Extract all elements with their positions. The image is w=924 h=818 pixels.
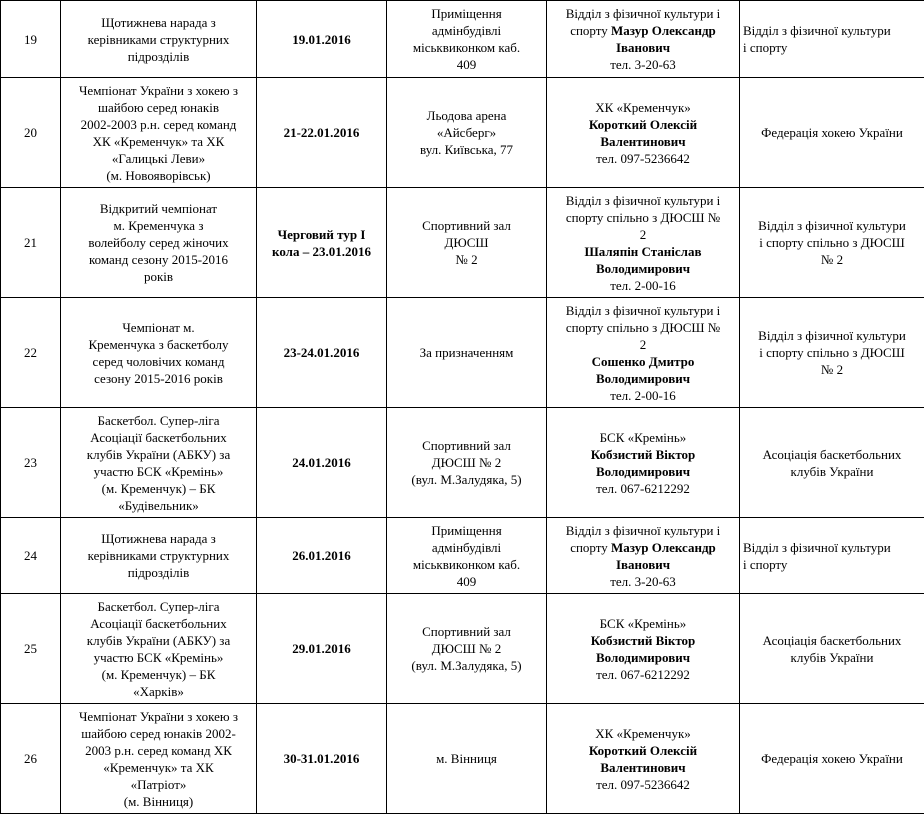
event-date-cell: 21-22.01.2016: [257, 78, 387, 188]
cell-line: волейболу серед жіночих: [88, 235, 229, 250]
cell-line: міськвиконком каб.: [412, 556, 521, 572]
cell-line: 2002-2003 р.н. серед команд: [80, 116, 237, 132]
responsible-text: тел. 2-00-16: [610, 277, 676, 293]
cell-line: (м. Новояворівськ): [106, 167, 211, 183]
responsible-line: [550, 632, 736, 649]
cell-line: м. Вінниця: [436, 751, 497, 766]
cell-line: клубів України (АБКУ) за: [86, 632, 231, 648]
table-row: [1, 1, 924, 78]
responsible-line: [550, 649, 736, 666]
responsible-line: [550, 370, 736, 387]
responsible-text: ХК «Кременчук»: [595, 725, 691, 741]
cell-line: Відділ з фізичної культури: [743, 539, 891, 555]
cell-line: Щотижнева нарада з: [101, 531, 216, 546]
responsible-cell: [547, 188, 740, 298]
event-date-cell: [257, 188, 387, 298]
responsible-text: 2: [639, 226, 647, 242]
cell-line: (м. Кременчук) – БК: [101, 666, 216, 682]
cell-line: Федерація хокею України: [761, 125, 903, 140]
cell-line: адмінбудівлі: [431, 23, 502, 38]
responsible-text: тел. 067-6212292: [596, 666, 690, 682]
responsible-line: [550, 615, 736, 632]
responsible-line: [550, 192, 736, 209]
cell-line: Баскетбол. Супер-ліга: [97, 598, 220, 614]
organizer-cell: [740, 518, 924, 594]
responsible-cell: [547, 408, 740, 518]
responsible-person: Мазур Олександр: [611, 23, 716, 38]
responsible-line: [550, 22, 736, 39]
cell-line: (вул. М.Залудяка, 5): [411, 658, 522, 673]
responsible-line: [550, 336, 736, 353]
responsible-text: Сошенко Дмитро: [591, 353, 695, 369]
cell-line: «Харків»: [133, 683, 184, 699]
responsible-line: [550, 480, 736, 497]
responsible-cell: [547, 704, 740, 814]
responsible-text: спорту спільно з ДЮСШ №: [565, 209, 721, 225]
cell-line: клубів України: [790, 649, 874, 665]
event-name-cell: [61, 188, 257, 298]
cell-line: і спорту спільно з ДЮСШ: [759, 345, 905, 360]
cell-line: Чемпіонат України з хокею з: [78, 82, 238, 98]
cell-line: вул. Київська, 77: [420, 142, 513, 157]
responsible-line: [550, 429, 736, 446]
responsible-line: [550, 226, 736, 243]
cell-line: Асоціації баскетбольних: [90, 429, 227, 445]
cell-line: участю БСК «Кремінь»: [93, 649, 224, 665]
responsible-line: [550, 353, 736, 370]
cell-line: Льодова арена: [426, 108, 507, 123]
responsible-text: Короткий Олексій: [588, 742, 698, 758]
cell-line: Кременчука з баскетболу: [88, 336, 229, 352]
responsible-line: [550, 776, 736, 793]
responsible-text: Кобзистий Віктор: [590, 446, 696, 462]
responsible-text: Шаляпін Станіслав: [584, 243, 702, 259]
responsible-text: тел. 3-20-63: [610, 57, 676, 72]
responsible-text: Валентинович: [600, 133, 686, 149]
responsible-text: тел. 097-5236642: [596, 776, 690, 792]
cell-line: 2003 р.н. серед команд ХК: [85, 742, 232, 758]
event-place-cell: [387, 78, 547, 188]
responsible-line: [550, 99, 736, 116]
responsible-text: спорту спільно з ДЮСШ №: [565, 319, 721, 335]
responsible-text: тел. 3-20-63: [610, 573, 676, 589]
responsible-line: [550, 243, 736, 260]
cell-line: і спорту: [743, 556, 788, 572]
event-name-cell: [61, 518, 257, 594]
event-date-cell: 24.01.2016: [257, 408, 387, 518]
row-number: 21: [1, 188, 61, 298]
responsible-line: [550, 573, 736, 590]
responsible-text: Володимирович: [595, 260, 691, 276]
cell-line: За призначенням: [419, 345, 514, 360]
responsible-cell: [547, 78, 740, 188]
row-number: 25: [1, 594, 61, 704]
responsible-cell: [547, 518, 740, 594]
cell-line: ДЮСШ № 2: [431, 641, 502, 656]
cell-line: серед чоловічих команд: [92, 353, 225, 369]
responsible-cell: [547, 298, 740, 408]
responsible-text: Володимирович: [595, 463, 691, 479]
table-row: [1, 188, 924, 298]
responsible-text: ХК «Кременчук»: [595, 99, 691, 115]
table-row: [1, 594, 924, 704]
responsible-text: спорту: [570, 539, 612, 555]
cell-line: керівниками структурних: [87, 548, 230, 563]
responsible-line: [550, 260, 736, 277]
organizer-cell: [740, 298, 924, 408]
organizer-cell: [740, 1, 924, 78]
event-date-cell: 29.01.2016: [257, 594, 387, 704]
cell-line: Відділ з фізичної культури: [758, 218, 906, 233]
table-row: [1, 518, 924, 594]
organizer-cell: [740, 704, 924, 814]
cell-line: шайбою серед юнаків: [98, 99, 219, 115]
cell-line: «Кременчук» та ХК: [103, 759, 214, 775]
responsible-line: [550, 463, 736, 480]
responsible-text: спорту: [570, 23, 612, 38]
responsible-cell: [547, 594, 740, 704]
event-date-cell: 26.01.2016: [257, 518, 387, 594]
cell-line: клубів України (АБКУ) за: [86, 446, 231, 462]
responsible-text: Іванович: [615, 40, 671, 55]
cell-line: кола – 23.01.2016: [272, 243, 371, 259]
responsible-text: тел. 2-00-16: [610, 387, 676, 403]
cell-line: 409: [456, 573, 477, 589]
row-number: 24: [1, 518, 61, 594]
organizer-cell: [740, 594, 924, 704]
event-place-cell: [387, 704, 547, 814]
responsible-line: [550, 556, 736, 573]
cell-line: міськвиконком каб.: [412, 40, 521, 55]
cell-line: Асоціації баскетбольних: [90, 615, 227, 631]
cell-line: № 2: [820, 362, 844, 377]
cell-line: Чемпіонат м.: [122, 319, 195, 335]
event-place-cell: [387, 1, 547, 78]
cell-line: Відкритий чемпіонат: [99, 201, 218, 216]
cell-line: № 2: [455, 252, 478, 267]
row-number: 26: [1, 704, 61, 814]
responsible-text: тел. 067-6212292: [596, 480, 690, 496]
cell-line: Асоціація баскетбольних: [762, 446, 902, 462]
row-number: 19: [1, 1, 61, 78]
cell-line: Черговий тур І: [277, 226, 366, 242]
cell-line: Відділ з фізичної культури: [758, 328, 906, 343]
responsible-line: [550, 56, 736, 73]
responsible-line: [550, 302, 736, 319]
responsible-text: Відділ з фізичної культури і: [565, 6, 721, 21]
cell-line: адмінбудівлі: [431, 539, 502, 555]
row-number: 22: [1, 298, 61, 408]
responsible-cell: [547, 1, 740, 78]
event-name-cell: [61, 408, 257, 518]
cell-line: Щотижнева нарада з: [101, 14, 216, 30]
event-date-cell: 19.01.2016: [257, 1, 387, 78]
cell-line: Чемпіонат України з хокею з: [78, 708, 238, 724]
cell-line: Асоціація баскетбольних: [762, 632, 902, 648]
cell-line: 409: [456, 57, 477, 72]
responsible-text: Відділ з фізичної культури і: [565, 192, 721, 208]
responsible-text: Валентинович: [600, 759, 686, 775]
cell-line: команд сезону 2015-2016: [88, 252, 229, 267]
responsible-line: [550, 539, 736, 556]
cell-line: керівниками структурних: [87, 31, 230, 47]
cell-line: (м. Вінниця): [123, 793, 194, 809]
event-place-cell: [387, 594, 547, 704]
cell-line: Приміщення: [431, 522, 502, 538]
table-row: [1, 78, 924, 188]
cell-line: Приміщення: [431, 6, 502, 21]
responsible-text: Відділ з фізичної культури і: [565, 302, 721, 318]
responsible-text: тел. 097-5236642: [596, 150, 690, 166]
responsible-line: [550, 725, 736, 742]
cell-line: № 2: [820, 252, 844, 267]
event-name-cell: [61, 1, 257, 78]
events-table-body: [1, 1, 924, 814]
cell-line: клубів України: [790, 463, 874, 479]
cell-line: ДЮСШ № 2: [431, 455, 502, 470]
cell-line: «Галицькі Леви»: [111, 150, 206, 166]
cell-line: і спорту спільно з ДЮСШ: [759, 235, 905, 250]
cell-line: ДЮСШ: [444, 235, 489, 250]
responsible-line: [550, 116, 736, 133]
cell-line: підрозділів: [127, 565, 190, 580]
responsible-text: БСК «Кремінь»: [599, 429, 687, 445]
cell-line: шайбою серед юнаків 2002-: [81, 725, 236, 741]
cell-line: Федерація хокею України: [761, 751, 903, 766]
event-date-cell: 23-24.01.2016: [257, 298, 387, 408]
responsible-line: [550, 522, 736, 539]
responsible-text: Іванович: [615, 556, 671, 572]
cell-line: «Айсберг»: [436, 125, 497, 140]
responsible-line: [550, 387, 736, 404]
cell-line: (м. Кременчук) – БК: [101, 480, 216, 496]
cell-line: Спортивний зал: [422, 624, 511, 639]
responsible-line: [550, 5, 736, 22]
row-number: 23: [1, 408, 61, 518]
responsible-text: Кобзистий Віктор: [590, 632, 696, 648]
responsible-text: Короткий Олексій: [588, 116, 698, 132]
responsible-text: 2: [639, 336, 647, 352]
responsible-line: [550, 319, 736, 336]
event-place-cell: [387, 518, 547, 594]
cell-line: сезону 2015-2016 років: [94, 370, 223, 386]
event-name-cell: [61, 298, 257, 408]
cell-line: Баскетбол. Супер-ліга: [97, 412, 220, 428]
cell-line: ХК «Кременчук» та ХК: [92, 133, 225, 149]
cell-line: Спортивний зал: [422, 438, 511, 453]
cell-line: років: [143, 269, 174, 284]
event-name-cell: [61, 704, 257, 814]
cell-line: м. Кременчука з: [113, 218, 204, 233]
responsible-person: Мазур Олександр: [611, 539, 716, 555]
cell-line: (вул. М.Залудяка, 5): [411, 472, 522, 487]
table-row: [1, 408, 924, 518]
cell-line: «Будівельник»: [118, 497, 199, 513]
event-date-cell: 30-31.01.2016: [257, 704, 387, 814]
responsible-text: Володимирович: [595, 370, 691, 386]
responsible-text: БСК «Кремінь»: [599, 615, 687, 631]
organizer-cell: [740, 408, 924, 518]
table-row: [1, 704, 924, 814]
responsible-line: [550, 759, 736, 776]
cell-line: і спорту: [743, 40, 788, 55]
responsible-line: [550, 150, 736, 167]
row-number: 20: [1, 78, 61, 188]
cell-line: участю БСК «Кремінь»: [93, 463, 224, 479]
cell-line: підрозділів: [127, 48, 190, 64]
responsible-line: [550, 133, 736, 150]
event-place-cell: [387, 188, 547, 298]
organizer-cell: [740, 78, 924, 188]
event-place-cell: [387, 408, 547, 518]
responsible-line: [550, 666, 736, 683]
responsible-line: [550, 446, 736, 463]
cell-line: Спортивний зал: [422, 218, 511, 233]
event-name-cell: [61, 78, 257, 188]
table-row: [1, 298, 924, 408]
event-name-cell: [61, 594, 257, 704]
cell-line: Відділ з фізичної культури: [743, 23, 891, 38]
cell-line: «Патріот»: [130, 776, 187, 792]
responsible-line: [550, 209, 736, 226]
responsible-line: [550, 39, 736, 56]
responsible-line: [550, 742, 736, 759]
organizer-cell: [740, 188, 924, 298]
responsible-text: Відділ з фізичної культури і: [565, 522, 721, 538]
responsible-text: Володимирович: [595, 649, 691, 665]
event-place-cell: [387, 298, 547, 408]
responsible-line: [550, 277, 736, 294]
